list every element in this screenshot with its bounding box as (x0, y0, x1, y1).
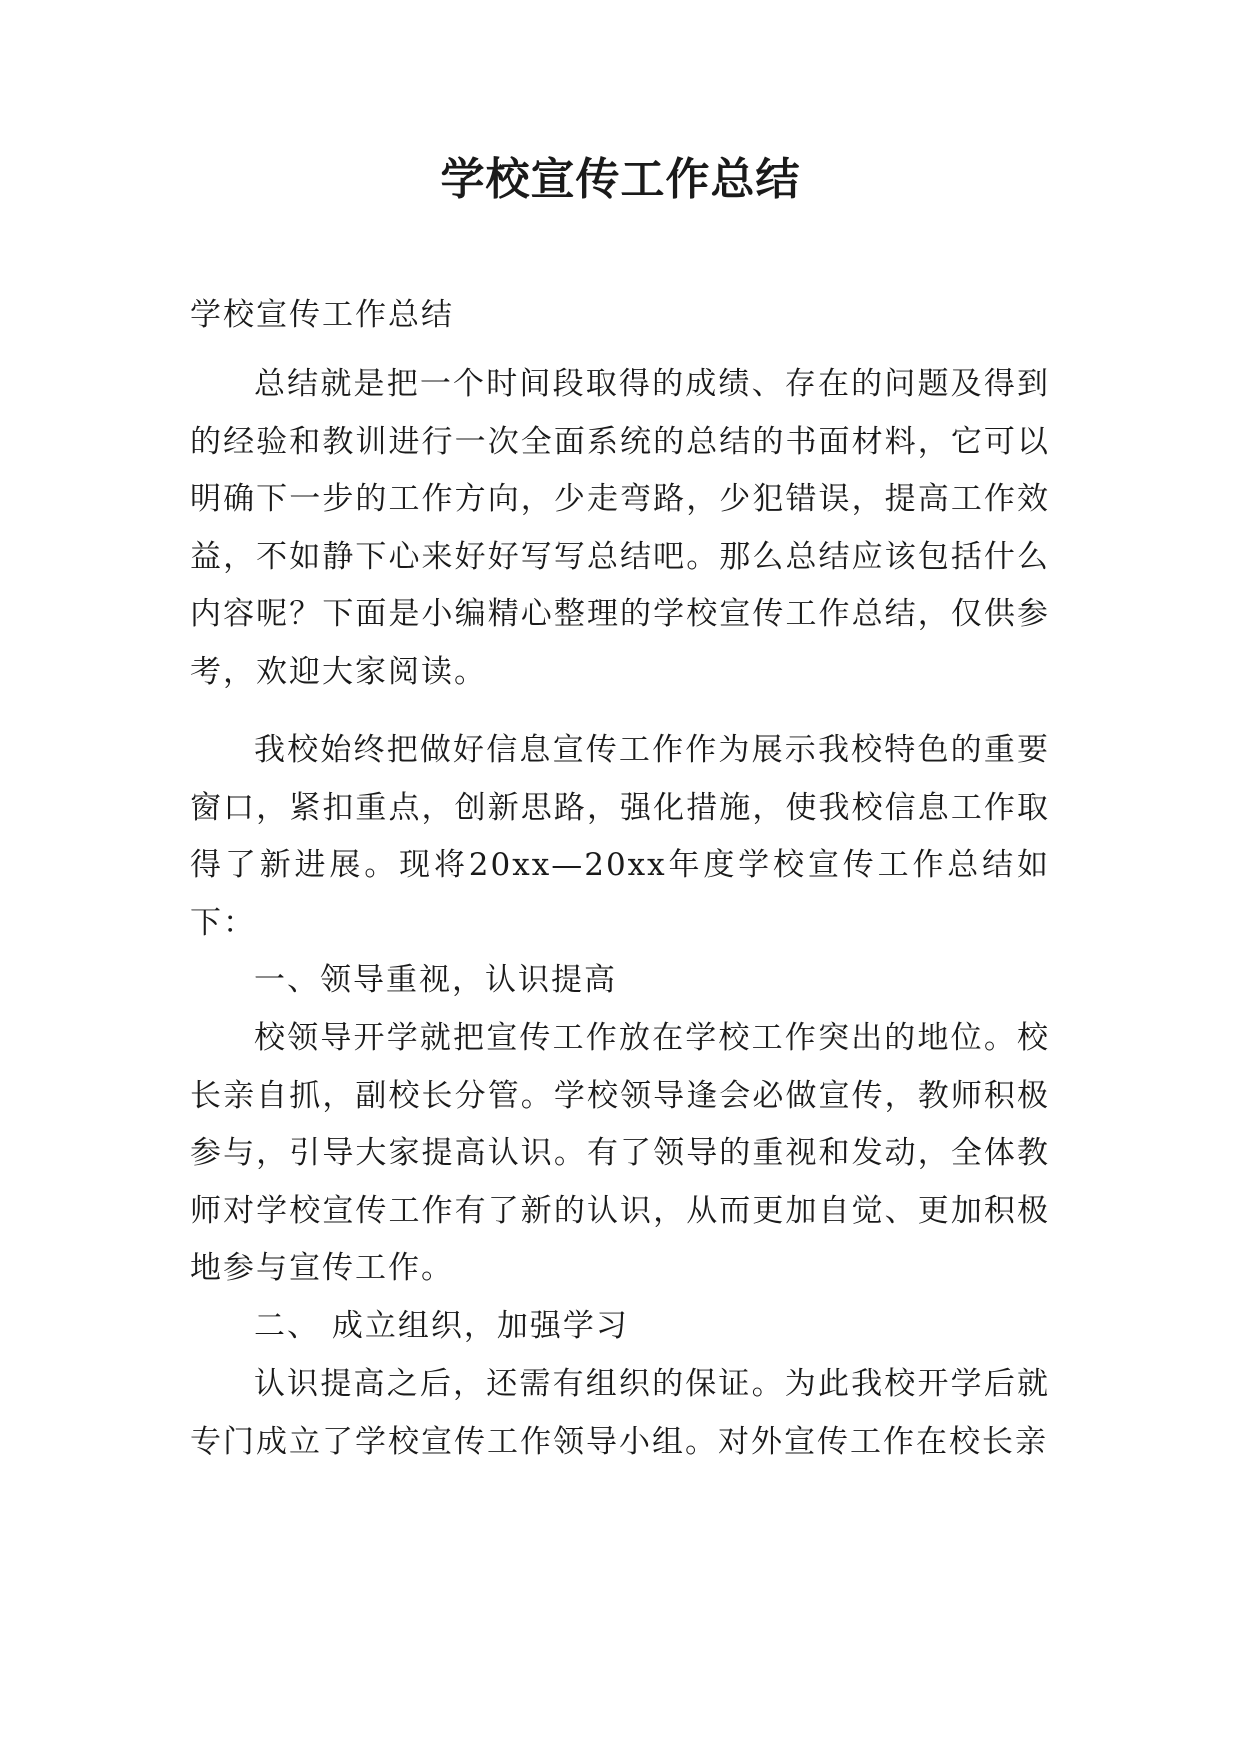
intro-paragraph: 总结就是把一个时间段取得的成绩、存在的问题及得到的经验和教训进行一次全面系统的总结的书面材料，它可以明确下一步的工作方向，少走弯路，少犯错误，提高工作效益，不如静下心来好好写写总结吧。那么总结应该包括什么内容呢？下面是小编精心整理的学校宣传工作总结，仅供参考，欢迎大家阅读。 (190, 366, 1050, 690)
section-heading-2: 二、 成立组织，加强学习 (254, 1308, 629, 1344)
section-heading-1: 一、领导重视，认识提高 (254, 962, 617, 998)
section-body-2: 认识提高之后，还需有组织的保证。为此我校开学后就专门成立了学校宣传工作领导小组。对外宣传工作在校长亲 (190, 1366, 1050, 1460)
document-title: 学校宣传工作总结 (440, 154, 801, 205)
section-body-1: 校领导开学就把宣传工作放在学校工作突出的地位。校长亲自抓，副校长分管。学校领导逢会必做宣传，教师积极参与，引导大家提高认识。有了领导的重视和发动，全体教师对学校宣传工作有了新的认识，从而更加自觉、更加积极地参与宣传工作。 (190, 1020, 1050, 1286)
document-subtitle: 学校宣传工作总结 (190, 297, 454, 333)
overview-paragraph: 我校始终把做好信息宣传工作作为展示我校特色的重要窗口，紧扣重点，创新思路，强化措施，使我校信息工作取得了新进展。现将20xx—20xx年度学校宣传工作总结如下： (190, 732, 1050, 941)
